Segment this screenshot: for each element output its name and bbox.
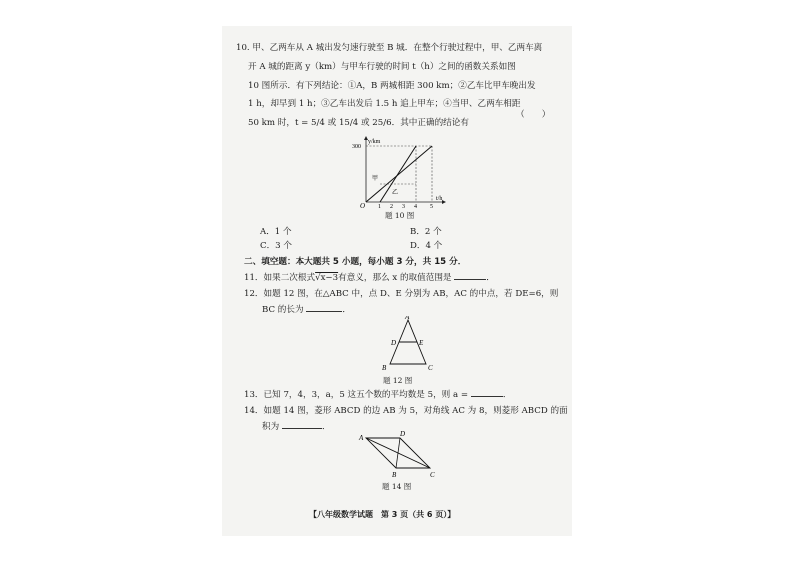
q13-answer-blank[interactable] bbox=[471, 396, 503, 397]
q14-line1: 14．如题 14 图，菱形 ABCD 的边 AB 为 5，对角线 AC 为 8，则菱形 ABCD 的面 bbox=[244, 406, 568, 416]
q11-text-a: 11．如果二次根式 bbox=[244, 273, 316, 283]
q12-line2: BC 的长为 bbox=[262, 305, 304, 315]
q12-label-a: A bbox=[405, 316, 410, 321]
origin-label: O bbox=[360, 202, 366, 208]
q12-line1: 12．如题 12 图，在△ABC 中，点 D、E 分别为 AB，AC 的中点，若 DE=6，则 bbox=[244, 289, 559, 299]
q11-line: 11．如果二次根式√x−3有意义，那么 x 的取值范围是 ． bbox=[244, 273, 495, 283]
q14-label-d: D bbox=[400, 430, 406, 438]
q11-radical: √x−3 bbox=[315, 273, 339, 283]
q14-label-c: C bbox=[430, 471, 435, 479]
x-axis-label: t/h bbox=[436, 196, 443, 202]
q13-line: 13．已知 7，4，3，a，5 这五个数的平均数是 5，则 a = ． bbox=[244, 390, 512, 400]
q12-label-d: D bbox=[391, 339, 397, 347]
q10-line4: 1 h，却早到 1 h；③乙车出发后 1.5 h 追上甲车；④当甲、乙两车相距 bbox=[248, 99, 521, 109]
q12-caption: 题 12 图 bbox=[383, 376, 413, 385]
x-tick-2: 2 bbox=[390, 204, 393, 208]
q10-caption: 题 10 图 bbox=[385, 211, 415, 220]
q10-line5: 50 km 时，t = 5/4 或 15/4 或 25/6．其中正确的结论有 bbox=[248, 118, 469, 128]
q10-option-a: A．1 个 bbox=[260, 227, 292, 237]
x-tick-1: 1 bbox=[378, 204, 381, 208]
x-tick-5: 5 bbox=[430, 204, 433, 208]
q12-line2-wrap: BC 的长为 ． bbox=[262, 305, 351, 315]
y-axis-label: y/km bbox=[368, 139, 381, 145]
section2-heading: 二、填空题：本大题共 5 小题，每小题 3 分，共 15 分． bbox=[244, 257, 467, 267]
q10-option-d: D．4 个 bbox=[410, 241, 443, 251]
page-footer: 【八年级数学试题 第 3 页（共 6 页）】 bbox=[309, 510, 456, 519]
label-jia: 甲 bbox=[372, 176, 379, 182]
q10-answer-bracket: （ ） bbox=[516, 110, 551, 120]
diagonal-bd bbox=[396, 438, 400, 468]
q14-answer-blank[interactable] bbox=[282, 428, 322, 429]
q13-text: 13．已知 7，4，3，a，5 这五个数的平均数是 5，则 a = bbox=[244, 390, 469, 400]
q11-answer-blank[interactable] bbox=[454, 279, 486, 280]
q10-graph bbox=[350, 134, 450, 208]
q14-line2-wrap: 积为 ． bbox=[262, 422, 331, 432]
x-tick-3: 3 bbox=[402, 204, 405, 208]
q11-text-b: 有意义，那么 x 的取值范围是 bbox=[338, 273, 452, 283]
q14-label-b: B bbox=[392, 471, 397, 479]
q12-answer-blank[interactable] bbox=[306, 311, 342, 312]
q10-line2: 开 A 城的距离 y（km）与甲车行驶的时间 t（h）之间的函数关系如图 bbox=[248, 62, 516, 72]
q12-triangle-figure bbox=[378, 316, 438, 372]
q10-line3: 10 图所示．有下列结论：①A，B 两城相距 300 km；②乙车比甲车晚出发 bbox=[248, 81, 536, 91]
q12-label-e: E bbox=[419, 339, 424, 347]
q14-caption: 题 14 图 bbox=[382, 482, 412, 491]
y-tick-300: 300 bbox=[352, 144, 361, 150]
q12-label-c: C bbox=[428, 364, 433, 372]
q10-line1: 10. 甲、乙两车从 A 城出发匀速行驶至 B 城．在整个行驶过程中，甲、乙两车离 bbox=[236, 43, 543, 53]
q10-option-c: C．3 个 bbox=[260, 241, 292, 251]
x-axis-arrow bbox=[442, 200, 446, 204]
q14-label-a: A bbox=[359, 434, 364, 442]
x-tick-4: 4 bbox=[414, 204, 417, 208]
q12-label-b: B bbox=[382, 364, 387, 372]
q14-line2: 积为 bbox=[262, 422, 280, 432]
q14-rhombus-figure bbox=[356, 430, 440, 480]
q10-option-b: B．2 个 bbox=[410, 227, 442, 237]
label-yi: 乙 bbox=[392, 190, 399, 196]
line-jia bbox=[366, 146, 432, 202]
